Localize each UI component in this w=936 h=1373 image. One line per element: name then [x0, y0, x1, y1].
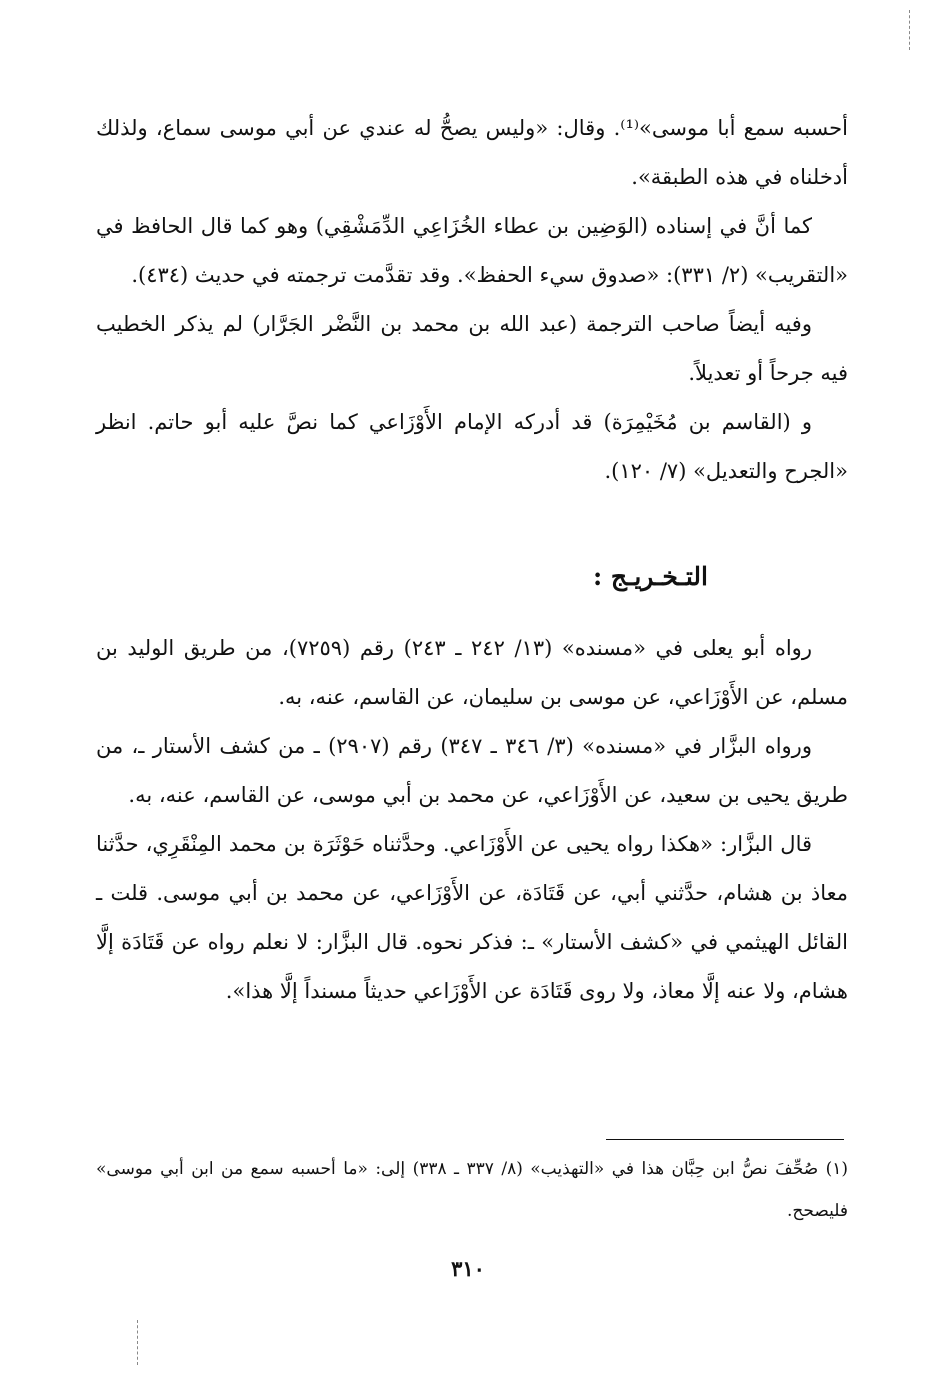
paragraph-continuation: أحسبه سمع أبا موسى»⁽¹⁾. وقال: «وليس يصحُّ له عندي عن أبي موسى سماع، ولذلك أدخلناه في هذه الطبقة».: [96, 116, 848, 189]
scan-margin-mark: [137, 1320, 138, 1365]
footnote-separator: [606, 1139, 844, 1140]
paragraph-bazzar-quote: قال البزَّار: «هكذا رواه يحيى عن الأَوْزَاعي. وحدَّثناه حَوْثَرَة بن محمد المِنْقَرِي، حدَّثنا معاذ بن هشام، حدَّثني أبي، عن قَتَادَة، عن الأَوْزَاعي، عن محمد بن أبي موسى. قلت ـ القائل الهيثمي في «كشف الأستار» ـ: فذكر نحوه. قال البزَّار: لا نعلم رواه عن قَتَادَة إلَّا هشام، ولا عنه إلَّا معاذ، ولا روى قَتَادَة عن الأَوْزَاعي حديثاً مسنداً إلَّا هذا».: [96, 832, 848, 1003]
body-text-top: [96, 104, 848, 496]
page-number: ٣١٠: [451, 1256, 485, 1281]
paragraph-abu-yala: رواه أبو يعلى في «مسنده» (١٣/ ٢٤٢ ـ ٢٤٣) رقم (٧٢٥٩)، من طريق الوليد بن مسلم، عن الأَوْزَاعي، عن موسى بن سليمان، عن القاسم، عنه، به.: [96, 636, 848, 709]
body-text-takhrij: [96, 624, 848, 1016]
scan-margin-mark: [909, 10, 910, 50]
paragraph-qasim: و (القاسم بن مُخَيْمِرَة) قد أدركه الإمام الأَوْزَاعي كما نصَّ عليه أبو حاتم. انظر «الجرح والتعديل» (٧/ ١٢٠).: [96, 410, 848, 483]
section-heading-takhrij: التـخـريـج :: [592, 562, 708, 591]
footnote: (١) صُحِّفَ نصُّ ابن حِبَّان هذا في «التهذيب» (٨/ ٣٣٧ ـ ٣٣٨) إلى: «ما أحسبه سمع من ابن أبي موسى» فليصحح.: [96, 1159, 848, 1221]
paragraph-tarjama: وفيه أيضاً صاحب الترجمة (عبد الله بن محمد بن النَّضْر الجَرَّار) لم يذكر الخطيب فيه جرحاً أو تعديلاً.: [96, 312, 848, 385]
paragraph-isnad-wadin: كما أنَّ في إسناده (الوَضِين بن عطاء الخُزَاعِي الدِّمَشْقِي) وهو كما قال الحافظ في «التقريب» (٢/ ٣٣١): «صدوق سيء الحفظ». وقد تقدَّمت ترجمته في حديث (٤٣٤).: [96, 214, 848, 287]
paragraph-bazzar: ورواه البزَّار في «مسنده» (٣/ ٣٤٦ ـ ٣٤٧) رقم (٢٩٠٧) ـ من كشف الأستار ـ، من طريق يحيى بن سعيد، عن الأَوْزَاعي، عن محمد بن أبي موسى، عن القاسم، عنه، به.: [96, 734, 848, 807]
